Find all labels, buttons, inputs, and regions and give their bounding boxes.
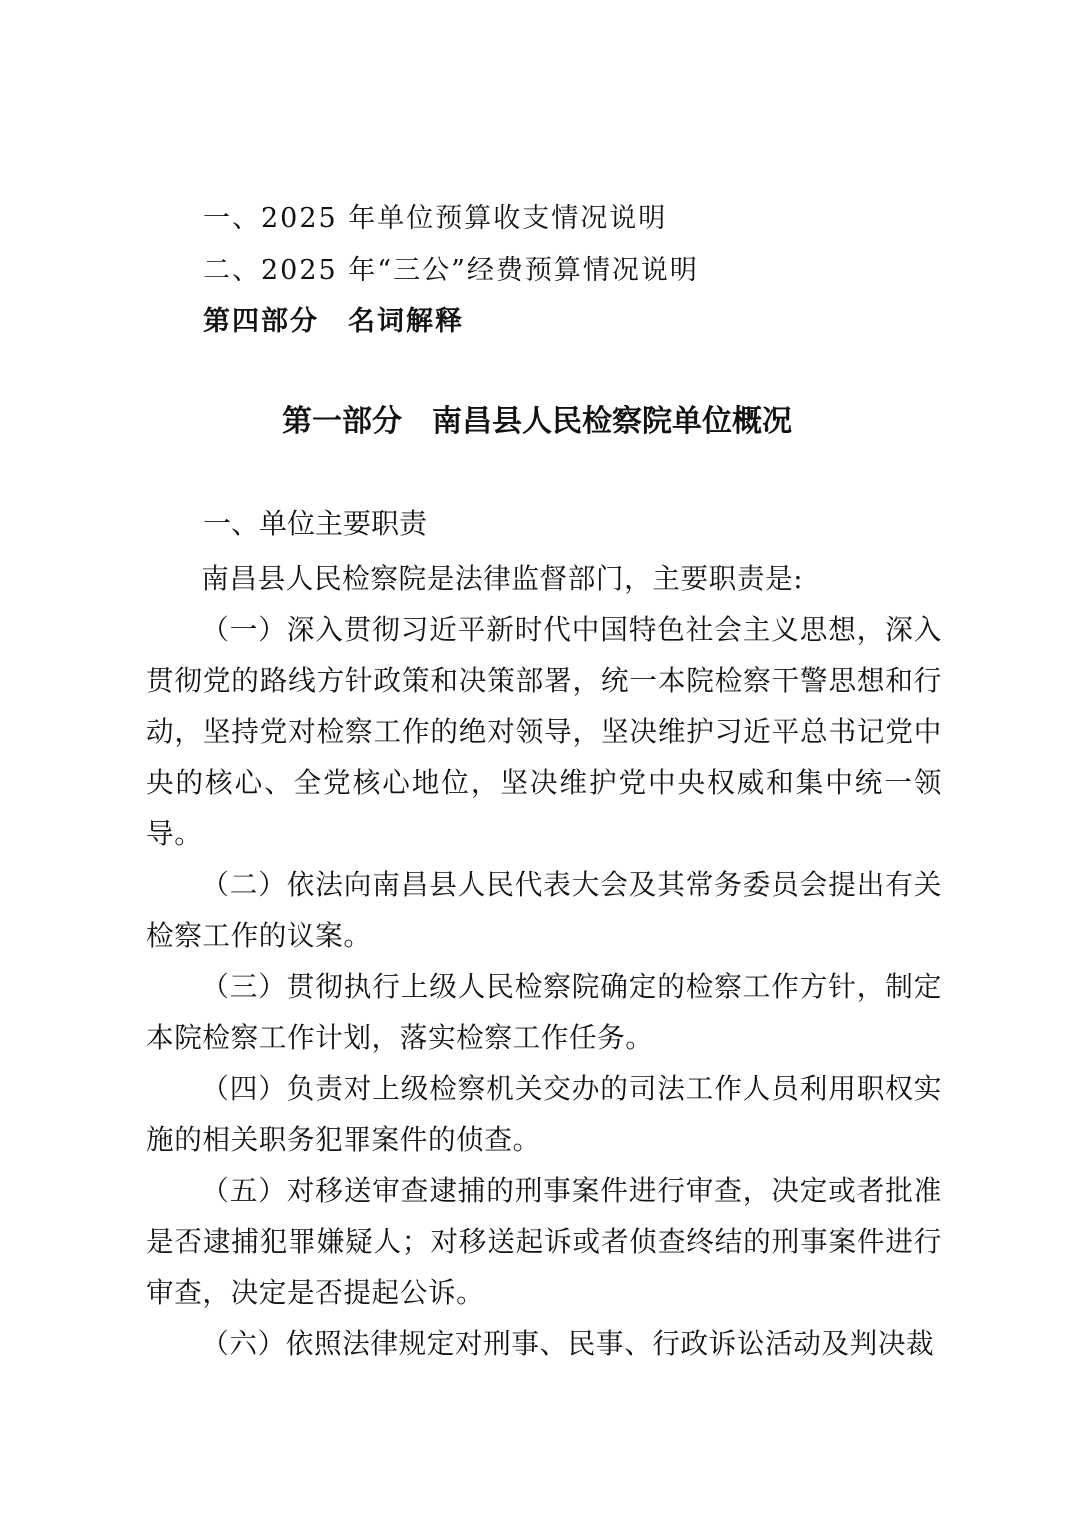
paragraph-duty-3: （三）贯彻执行上级人民检察院确定的检察工作方针，制定本院检察工作计划，落实检察工作任务。 [146, 970, 942, 1054]
toc-item-part-four: 第四部分 名词解释 [203, 306, 464, 337]
paragraph-duty-6: （六）依照法律规定对刑事、民事、行政诉讼活动及判决裁 [201, 1327, 935, 1360]
paragraph-duty-4: （四）负责对上级检察机关交办的司法工作人员利用职权实施的相关职务犯罪案件的侦查。 [146, 1072, 942, 1156]
toc-item-budget-explanation: 一、2025 年单位预算收支情况说明 [203, 203, 668, 234]
paragraph-duty-1: （一）深入贯彻习近平新时代中国特色社会主义思想，深入贯彻党的路线方针政策和决策部署，统一本院检察干警思想和行动，坚持党对检察工作的绝对领导，坚决维护习近平总书记党中央的核心、全党核心地位，坚决维护党中央权威和集中统一领导。 [146, 613, 942, 850]
section-heading: 一、单位主要职责 [203, 507, 428, 540]
paragraph-duty-5: （五）对移送审查逮捕的刑事案件进行审查，决定或者批准是否逮捕犯罪嫌疑人；对移送起诉或者侦查终结的刑事案件进行审查，决定是否提起公诉。 [146, 1174, 942, 1309]
body-text [146, 553, 942, 1369]
toc-item-three-public-expenses: 二、2025 年“三公”经费预算情况说明 [203, 255, 699, 286]
paragraph-duty-2: （二）依法向南昌县人民代表大会及其常务委员会提出有关检察工作的议案。 [146, 868, 942, 952]
part-title: 第一部分 南昌县人民检察院单位概况 [282, 404, 792, 439]
paragraph-intro: 南昌县人民检察院是法律监督部门，主要职责是: [201, 562, 804, 595]
